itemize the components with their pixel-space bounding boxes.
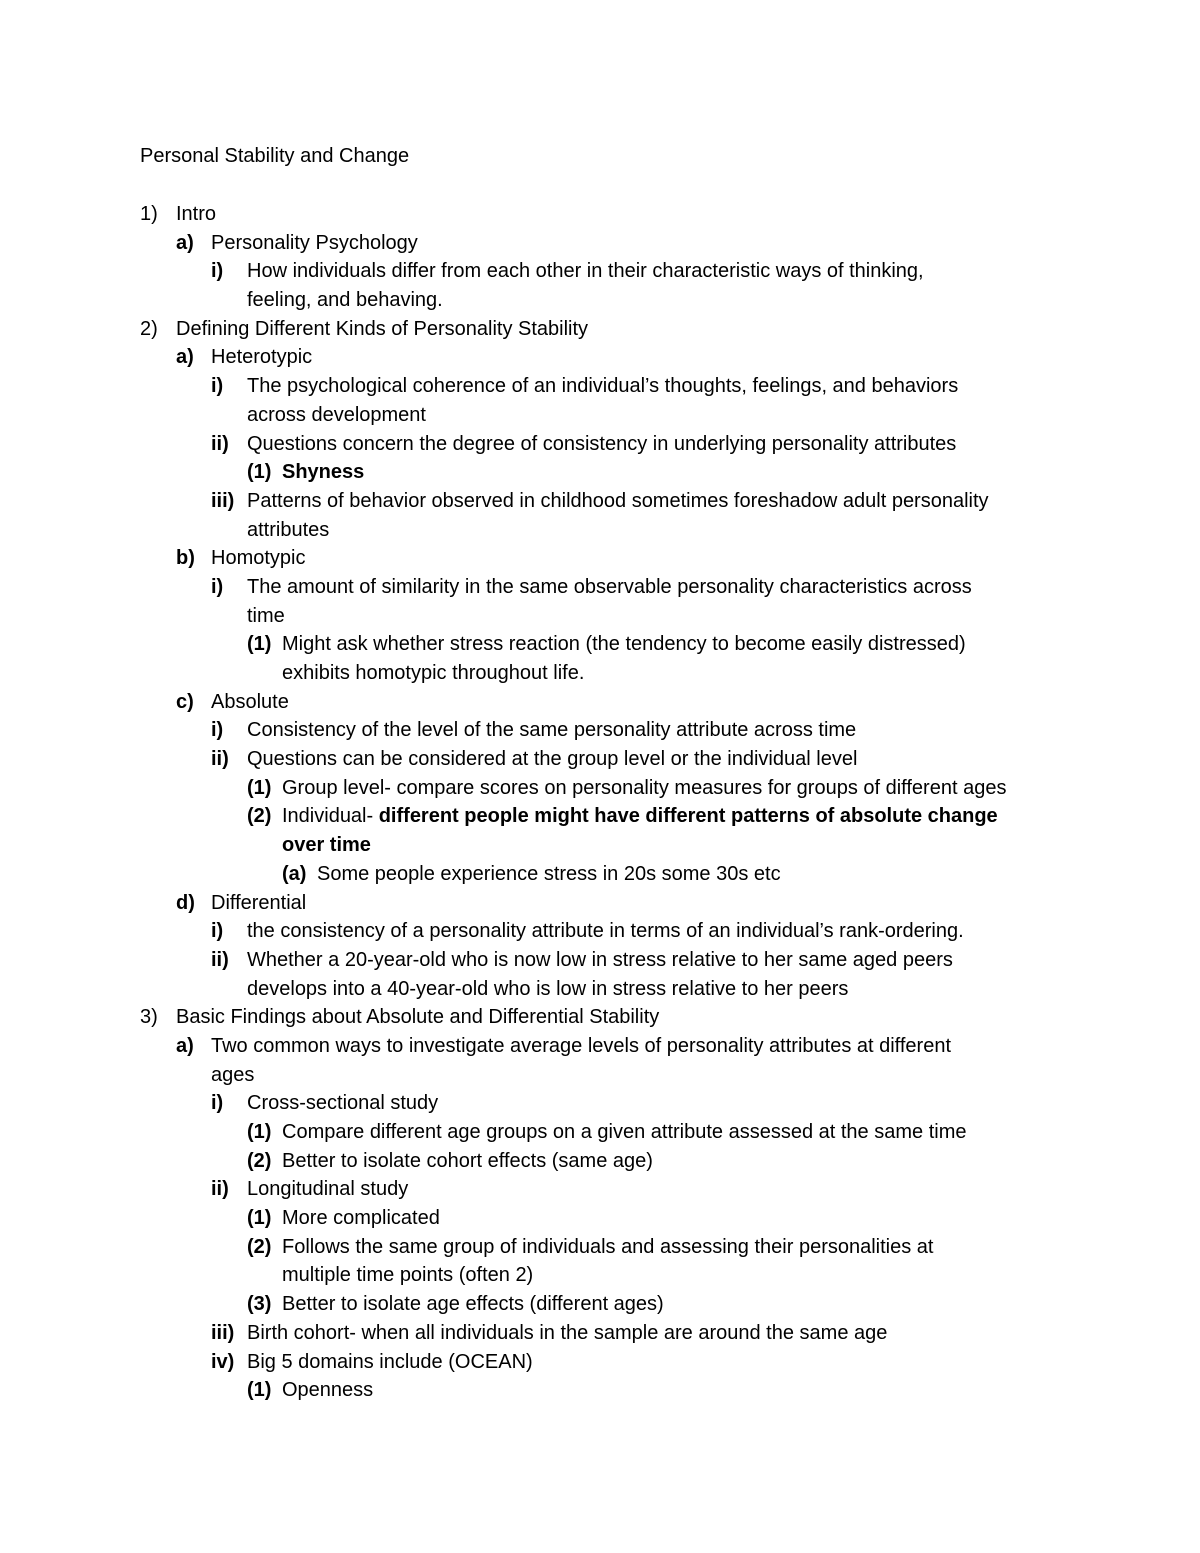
outline-item [0,1089,1200,1118]
outline-text: Compare different age groups on a given attribute assessed at the same time [282,1121,967,1143]
outline-text: develops into a 40-year-old who is low in stress relative to her peers [247,977,849,1000]
outline-text: How individuals differ from each other in their characteristic ways of thinking, [247,260,924,283]
outline-text: Heterotypic [211,346,313,369]
outline-text: Group level- compare scores on personality measures for groups of different ages [282,776,1007,799]
outline-text: Defining Different Kinds of Personality Stability [176,317,589,340]
outline-text [282,802,998,831]
outline-text: Intro [176,203,217,225]
outline-text: Openness [282,1379,374,1402]
outline-text: Personality Psychology [211,231,418,254]
outline-text: The psychological coherence of an individual’s thoughts, feelings, and behaviors [247,375,959,398]
outline-item [0,1319,1200,1348]
outline-text: More complicated [282,1207,440,1230]
outline-text: ages [211,1063,255,1086]
outline-text: Big 5 domains include (OCEAN) [247,1350,533,1373]
outline-text: Birth cohort- when all individuals in the sample are around the same age [247,1321,888,1344]
outline-text: Longitudinal study [247,1178,409,1201]
outline-item [0,1376,1200,1405]
outline-marker: iii) [211,489,235,512]
outline-text-prefix: Individual- [282,805,379,828]
outline-item [0,1261,1200,1290]
outline-item [0,1290,1200,1319]
outline-text: Absolute [211,690,289,713]
document-title: Personal Stability and Change [140,145,410,167]
outline-text: Better to isolate cohort effects (same age) [282,1149,653,1172]
outline-text: Differential [211,891,307,914]
outline-marker: ii) [211,432,229,455]
outline-item [0,688,1200,717]
outline-item [0,716,1200,745]
outline-item [0,860,1200,889]
outline-item [0,774,1200,803]
outline-item [0,1032,1200,1061]
outline-item [0,745,1200,774]
outline-marker: (a) [282,862,307,885]
outline-marker: iii) [211,1321,235,1344]
outline-marker: (1) [247,776,272,799]
outline-marker: (2) [247,805,272,828]
outline-item [0,1147,1200,1176]
outline-text: over time [282,834,371,857]
outline-marker: i) [211,260,224,283]
outline-item [0,975,1200,1004]
outline-item [0,257,1200,286]
outline-item [0,1204,1200,1233]
outline-text: Shyness [282,461,365,484]
outline-text: the consistency of a personality attribute in terms of an individual’s rank-ordering. [247,920,964,943]
outline-item [0,659,1200,688]
outline-item [0,1175,1200,1204]
outline-item [0,1003,1200,1032]
outline-item [0,343,1200,372]
outline-text: Two common ways to investigate average levels of personality attributes at different [211,1034,952,1057]
outline-text: multiple time points (often 2) [282,1264,534,1287]
outline-marker: ii) [211,948,229,971]
outline-marker: (1) [247,1121,272,1143]
outline-item [0,917,1200,946]
outline-item [0,1061,1200,1090]
outline-text: Consistency of the level of the same personality attribute across time [247,719,857,742]
outline-marker: d) [176,891,195,914]
outline-marker: (1) [247,633,272,656]
outline-marker: b) [176,547,195,570]
outline-text: Cross-sectional study [247,1092,439,1115]
outline-text: Better to isolate age effects (different ages) [282,1293,664,1316]
outline-item [0,315,1200,344]
outline-text: across development [247,403,426,426]
outline-item [0,372,1200,401]
outline-text: Questions concern the degree of consistency in underlying personality attributes [247,432,957,455]
outline-text: The amount of similarity in the same observable personality characteristics across [247,575,972,598]
outline-text: Questions can be considered at the group level or the individual level [247,748,858,771]
outline-item [0,1348,1200,1377]
outline-marker: a) [176,1034,194,1057]
outline-item [0,430,1200,459]
outline-marker: (2) [247,1235,272,1258]
outline-marker: 3) [140,1006,158,1029]
outline-marker: (3) [247,1293,272,1316]
outline-item [0,1233,1200,1262]
outline-item [0,573,1200,602]
outline-item [0,487,1200,516]
outline-item [0,802,1200,831]
outline-item [0,458,1200,487]
outline-item [0,286,1200,315]
outline-text: Might ask whether stress reaction (the tendency to become easily distressed) [282,633,966,656]
outline-marker: a) [176,346,194,369]
outline-text: exhibits homotypic throughout life. [282,662,585,684]
outline-text: Some people experience stress in 20s some 30s etc [317,862,781,885]
outline-marker: 2) [140,317,158,340]
outline-marker: iv) [211,1350,235,1373]
outline-item [0,946,1200,975]
outline-item [0,229,1200,258]
outline-text: Follows the same group of individuals and assessing their personalities at [282,1235,934,1258]
outline-marker: i) [211,575,224,598]
outline-item [0,544,1200,573]
outline-text: Homotypic [211,547,306,570]
outline-marker: (1) [247,1379,272,1402]
outline-marker: i) [211,920,224,943]
outline-item [0,889,1200,918]
outline-text: time [247,604,285,627]
outline-marker: i) [211,375,224,398]
outline-text: Patterns of behavior observed in childhood sometimes foreshadow adult personality [247,489,989,512]
outline-marker: c) [176,690,194,713]
outline-marker: (1) [247,461,272,484]
outline-marker: (2) [247,1149,272,1172]
outline-text: Whether a 20-year-old who is now low in stress relative to her same aged peers [247,948,953,971]
outline-marker: (1) [247,1207,272,1230]
outline-marker: i) [211,1092,224,1115]
outline-marker: a) [176,231,194,254]
outline-list [0,200,1200,1405]
outline-item [0,831,1200,860]
outline-marker: ii) [211,1178,229,1201]
outline-text-emphasis: different people might have different patterns of absolute change [378,805,998,828]
outline-item [0,516,1200,545]
outline-item [0,602,1200,631]
outline-marker: i) [211,719,224,742]
outline-item [0,1118,1200,1147]
outline-text: attributes [247,518,330,541]
outline-text: feeling, and behaving. [247,289,443,312]
outline-marker: 1) [140,203,158,225]
outline-marker: ii) [211,748,229,771]
outline-item [0,630,1200,659]
outline-text: Basic Findings about Absolute and Differential Stability [176,1006,660,1029]
outline-item [0,401,1200,430]
outline-item [0,200,1200,229]
